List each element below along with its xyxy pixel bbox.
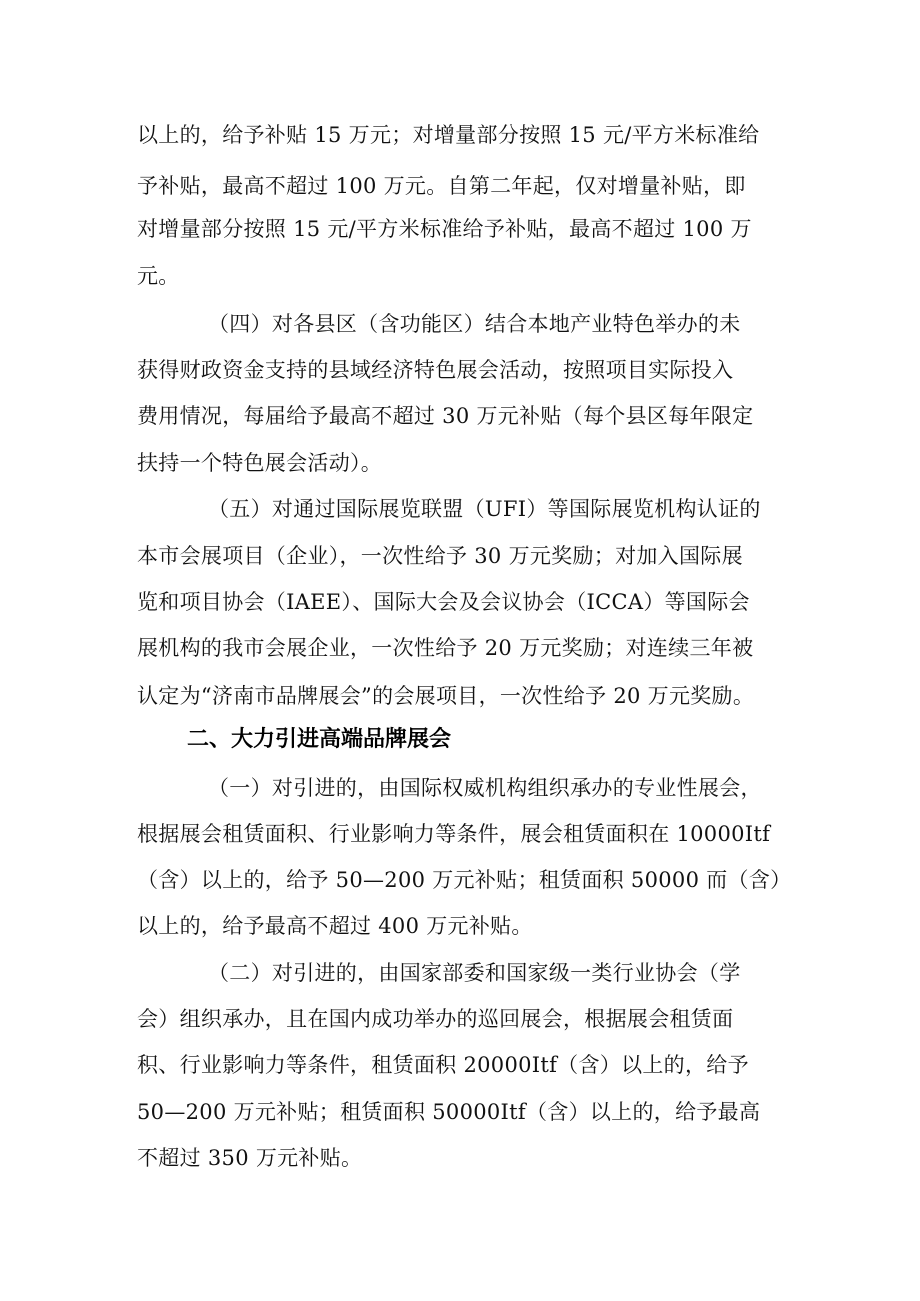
section-heading: 二、大力引进高端品牌展会 xyxy=(187,727,452,752)
body-text-line: 获得财政资金支持的县域经济特色展会活动，按照项目实际投入 xyxy=(137,358,734,382)
body-text-line: 对增量部分按照 15 元/平方米标准给予补贴，最高不超过 100 万 xyxy=(137,217,752,241)
paragraph-start-line: （二）对引进的，由国家部委和国家级一类行业协会（学 xyxy=(208,961,741,985)
body-text-line: 以上的，给予补贴 15 万元；对增量部分按照 15 元/平方米标准给 xyxy=(137,123,760,147)
body-text-line: 览和项目协会（IAEE）、国际大会及会议协会（ICCA）等国际会 xyxy=(137,590,750,614)
body-text-line: 费用情况，每届给予最高不超过 30 万元补贴（每个县区每年限定 xyxy=(137,404,754,428)
body-text-line: 积、行业影响力等条件，租赁面积 20000Itf（含）以上的，给予 xyxy=(137,1053,749,1077)
body-text-line: 50—200 万元补贴；租赁面积 50000Itf（含）以上的，给予最高 xyxy=(137,1100,761,1124)
paragraph-start-line: （四）对各县区（含功能区）结合本地产业特色举办的未 xyxy=(208,312,741,336)
body-text-line: 不超过 350 万元补贴。 xyxy=(137,1146,363,1170)
body-text-line: 以上的，给予最高不超过 400 万元补贴。 xyxy=(137,914,533,938)
body-text-line: 认定为“济南市品牌展会”的会展项目，一次性给予 20 万元奖励。 xyxy=(137,684,755,708)
body-text-line: 扶持一个特色展会活动）。 xyxy=(137,451,383,475)
paragraph-start-line: （一）对引进的，由国际权威机构组织承办的专业性展会， xyxy=(208,776,762,800)
body-text-line: 予补贴，最高不超过 100 万元。自第二年起，仅对增量补贴，即 xyxy=(137,174,746,198)
body-text-line: 根据展会租赁面积、行业影响力等条件，展会租赁面积在 10000Itf xyxy=(137,822,771,846)
body-text-line: 本市会展项目（企业），一次性给予 30 万元奖励；对加入国际展 xyxy=(137,544,743,568)
paragraph-start-line: （五）对通过国际展览联盟（UFI）等国际展览机构认证的 xyxy=(208,497,761,521)
body-text-line: （含）以上的，给予 50—200 万元补贴；租赁面积 50000 而（含） xyxy=(137,868,792,892)
body-text-line: 会）组织承办，且在国内成功举办的巡回展会，根据展会租赁面 xyxy=(137,1007,734,1031)
body-text-line: 元。 xyxy=(137,264,180,288)
body-text-line: 展机构的我市会展企业，一次性给予 20 万元奖励；对连续三年被 xyxy=(137,636,754,660)
